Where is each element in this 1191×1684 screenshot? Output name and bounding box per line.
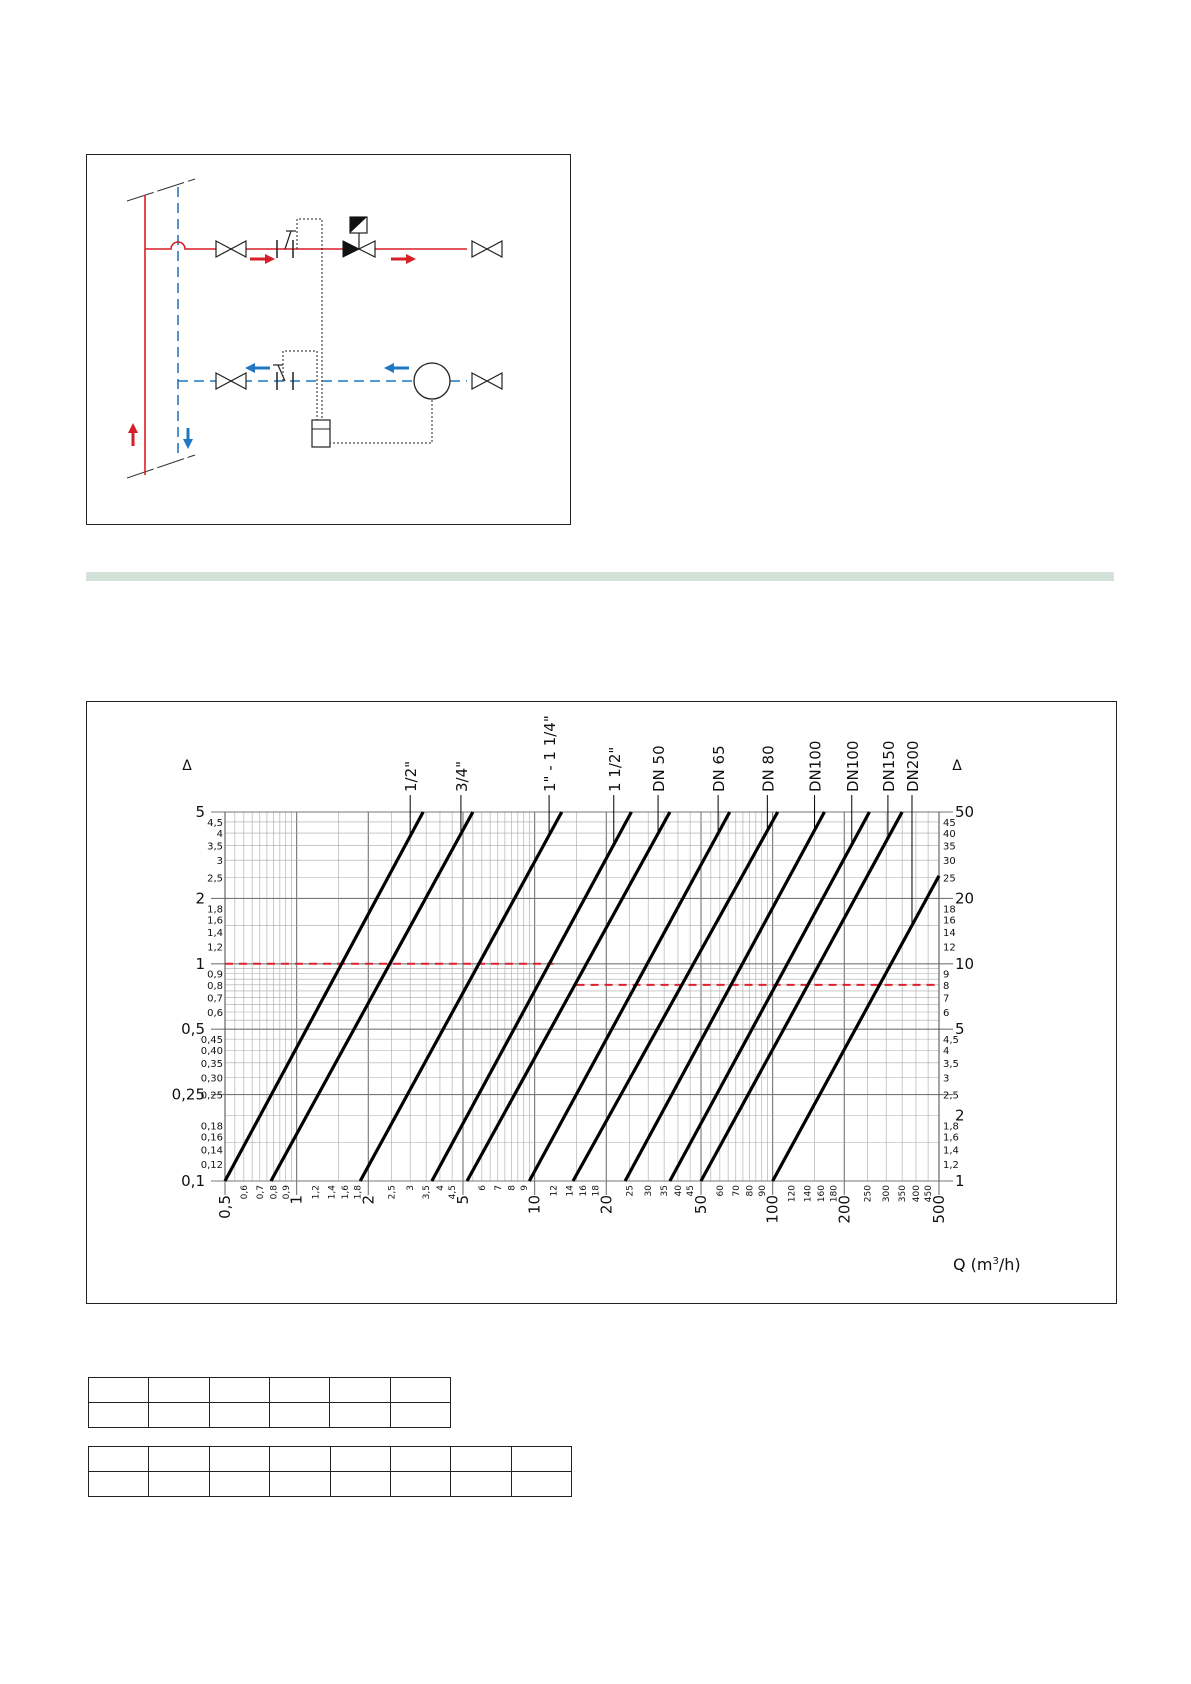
series-label: 3/4" (452, 760, 471, 792)
left-axis-tick-label: 0,18 (200, 1121, 223, 1133)
table-cell (511, 1472, 571, 1497)
x-axis-tick-label: 0,7 (255, 1185, 266, 1200)
flow-arrow-icon (183, 428, 193, 449)
x-axis-tick-label: 16 (579, 1185, 590, 1197)
x-axis-tick-label: 1,4 (327, 1185, 338, 1200)
table-cell (149, 1378, 209, 1403)
series-label: DN100 (806, 740, 825, 792)
series-label: DN150 (879, 740, 898, 792)
left-axis-tick-label: 0,16 (200, 1132, 223, 1144)
series-line (773, 876, 939, 1181)
shutoff-valve-icon (216, 241, 246, 257)
x-axis-tick-label: 500 (930, 1195, 948, 1224)
table-cell (451, 1447, 511, 1472)
series-label: DN 65 (710, 745, 729, 792)
right-axis-tick-label: 20 (955, 889, 975, 908)
left-axis-tick-label: 0,12 (200, 1159, 223, 1171)
series-label: DN200 (903, 740, 922, 792)
x-axis-tick-label: 10 (525, 1195, 544, 1215)
series-line (573, 812, 778, 1181)
table-cell (270, 1472, 330, 1497)
x-axis-tick-label: 2 (359, 1195, 378, 1205)
right-axis-tick-label: 4,5 (943, 1035, 959, 1047)
left-axis-tick-label: 4 (216, 829, 223, 841)
left-axis-tick-label: 0,25 (200, 1090, 223, 1102)
left-axis-tick-label: 0,30 (200, 1073, 223, 1085)
flow-arrow-icon (128, 423, 138, 446)
pipe-cut-top (127, 179, 195, 201)
pump-icon (414, 363, 450, 399)
x-axis-tick-label: 160 (817, 1185, 828, 1203)
left-axis-tick-label: 2 (195, 889, 205, 908)
left-axis-tick-label: 5 (195, 803, 205, 821)
left-axis-tick-label: 0,35 (200, 1058, 223, 1070)
table-cell (89, 1447, 149, 1472)
left-axis-tick-label: 1 (195, 954, 205, 973)
left-axis-tick-label: 1,8 (207, 904, 223, 916)
left-axis-tick-label: 0,14 (200, 1145, 223, 1157)
section-divider (86, 572, 1114, 581)
left-axis-tick-label: 4,5 (207, 817, 223, 829)
right-axis-tick-label: 1,8 (943, 1121, 959, 1133)
hydraulic-schema-frame (86, 154, 571, 525)
x-axis-tick-label: 6 (477, 1185, 488, 1191)
x-axis-tick-label: 12 (549, 1185, 560, 1197)
x-axis-tick-label: 5 (454, 1195, 472, 1205)
left-axis-tick-label: 2,5 (207, 873, 223, 885)
table-row (89, 1378, 451, 1403)
left-axis-symbol: Δ (182, 758, 192, 774)
x-axis-tick-label: 1 (287, 1195, 306, 1205)
left-axis-tick-label: 1,4 (207, 928, 223, 940)
x-axis-tick-label: 120 (787, 1185, 798, 1203)
table-cell (209, 1447, 269, 1472)
x-axis-tick-label: 100 (763, 1195, 782, 1224)
right-axis-tick-label: 6 (943, 1007, 950, 1019)
left-axis-tick-label: 0,8 (207, 980, 223, 992)
x-axis-tick-label: 350 (898, 1185, 909, 1203)
flow-arrow-icon (245, 363, 270, 373)
table-cell (269, 1403, 329, 1428)
data-table-1 (88, 1377, 451, 1428)
x-axis-tick-label: 20 (597, 1195, 616, 1215)
data-table-2 (88, 1446, 572, 1497)
series-label: DN100 (843, 740, 862, 792)
x-axis-tick-label: 80 (745, 1185, 756, 1197)
left-axis-tick-label: 0,9 (207, 969, 223, 981)
series-label: DN 50 (650, 745, 669, 792)
right-axis-tick-label: 30 (943, 856, 956, 868)
x-axis-tick-label: 7 (493, 1185, 504, 1191)
right-axis-tick-label: 5 (955, 1020, 965, 1039)
right-axis-tick-label: 1 (955, 1172, 965, 1190)
x-axis-tick-label: 0,9 (281, 1185, 292, 1200)
right-axis-tick-label: 35 (943, 841, 956, 853)
right-axis-tick-label: 1,6 (943, 1132, 959, 1144)
x-axis-tick-label: 60 (715, 1185, 726, 1197)
table-row (89, 1472, 572, 1497)
series-lines (225, 795, 939, 1181)
x-axis-tick-label: 70 (731, 1185, 742, 1197)
right-axis-tick-label: 14 (943, 928, 956, 940)
table-cell (89, 1403, 149, 1428)
chart-grid (211, 812, 953, 1195)
table-cell (390, 1447, 450, 1472)
pressure-drop-chart-frame (86, 701, 1117, 1304)
flow-arrow-icon (384, 363, 409, 373)
table-cell (330, 1403, 390, 1428)
right-axis-tick-label: 12 (943, 942, 956, 954)
right-axis-tick-label: 4 (943, 1046, 950, 1058)
right-axis-tick-label: 45 (943, 817, 956, 829)
left-axis-tick-label: 3 (216, 856, 223, 868)
x-axis-tick-label: 25 (625, 1185, 636, 1197)
x-axis-tick-label: 50 (692, 1195, 710, 1215)
shutoff-valve-icon (216, 373, 246, 389)
right-axis-tick-label: 1,2 (943, 1159, 959, 1171)
table-cell (209, 1403, 269, 1428)
series-line (625, 812, 824, 1181)
left-axis-tick-label: 1,6 (207, 915, 223, 927)
x-axis-tick-label: 1,6 (341, 1185, 352, 1200)
x-axis-tick-label: 450 (924, 1185, 935, 1203)
series-label: 1" - 1 1/4" (541, 715, 560, 792)
right-axis-tick-label: 2 (955, 1106, 965, 1125)
pipe-cut-bottom (127, 455, 195, 478)
shutoff-valve-icon (472, 241, 502, 257)
table-cell (330, 1447, 390, 1472)
x-axis-tick-label: 45 (686, 1185, 697, 1197)
table-row (89, 1403, 451, 1428)
right-axis-tick-label: 50 (955, 803, 975, 821)
series-label: 1 1/2" (605, 746, 624, 792)
right-axis-tick-label: 16 (943, 915, 956, 927)
x-axis-tick-label: 4,5 (448, 1185, 459, 1200)
table-cell (269, 1378, 329, 1403)
supply-line (145, 242, 467, 249)
table-cell (390, 1472, 450, 1497)
right-axis-tick-label: 18 (943, 904, 956, 916)
table-cell (89, 1378, 149, 1403)
hydraulic-schema (87, 155, 572, 526)
x-axis-tick-label: 14 (565, 1185, 576, 1197)
left-axis-tick-label: 0,25 (171, 1085, 205, 1104)
impulse-line (330, 400, 432, 443)
x-axis-tick-label: 0,8 (269, 1185, 280, 1200)
right-axis-tick-label: 2,5 (943, 1090, 959, 1102)
x-axis-tick-label: 1,8 (353, 1185, 364, 1200)
right-axis-tick-label: 40 (943, 829, 956, 841)
x-axis-tick-label: 140 (803, 1185, 814, 1203)
right-axis-tick-label: 10 (955, 954, 975, 973)
left-axis-tick-label: 3,5 (207, 841, 223, 853)
x-axis-tick-label: 18 (591, 1185, 602, 1197)
table-cell (149, 1403, 209, 1428)
x-axis-tick-label: 8 (507, 1185, 518, 1191)
x-axis-tick-label: 2,5 (387, 1185, 398, 1200)
left-axis-tick-label: 1,2 (207, 942, 223, 954)
x-axis-tick-label: 3 (406, 1185, 417, 1191)
right-axis-tick-label: 7 (943, 993, 950, 1005)
table-cell (149, 1447, 209, 1472)
left-axis-tick-label: 0,45 (200, 1035, 223, 1047)
series-label: 1/2" (402, 760, 421, 792)
impulse-line (283, 351, 317, 420)
x-axis-tick-label: 3,5 (422, 1185, 433, 1200)
left-axis-tick-label: 0,6 (207, 1007, 223, 1019)
right-axis-tick-label: 3,5 (943, 1058, 959, 1070)
x-axis-tick-label: 9 (519, 1185, 530, 1191)
x-axis-tick-label: 40 (673, 1185, 684, 1197)
flow-arrow-icon (250, 254, 275, 264)
right-axis-tick-label: 9 (943, 969, 950, 981)
x-axis-tick-label: 1,2 (311, 1185, 322, 1200)
table-cell (270, 1447, 330, 1472)
x-axis-tick-label: 90 (757, 1185, 768, 1197)
table-cell (330, 1378, 390, 1403)
table-cell (390, 1378, 450, 1403)
x-axis-label: Q $(m^3/h)$ (953, 1255, 1021, 1274)
shutoff-valve-icon (472, 373, 502, 389)
flow-arrow-icon (391, 254, 416, 264)
left-axis-tick-label: 0,7 (207, 993, 223, 1005)
x-axis-tick-label: 250 (863, 1185, 874, 1203)
right-axis-tick-label: 3 (943, 1073, 950, 1085)
x-axis-tick-label: 35 (660, 1185, 671, 1197)
table-cell (209, 1378, 269, 1403)
x-axis-tick-label: 0,6 (239, 1185, 250, 1200)
chart-labels (172, 715, 975, 1223)
x-axis-tick-label: 30 (644, 1185, 655, 1197)
series-line (225, 812, 423, 1181)
table-cell (451, 1472, 511, 1497)
right-axis-tick-label: 1,4 (943, 1145, 959, 1157)
table-cell (149, 1472, 209, 1497)
x-axis-tick-label: 300 (882, 1185, 893, 1203)
right-axis-symbol: Δ (952, 758, 962, 774)
table-cell (330, 1472, 390, 1497)
table-cell (511, 1447, 571, 1472)
motorized-3-way-valve-icon (343, 217, 375, 257)
series-label: DN 80 (759, 745, 778, 792)
table-cell (209, 1472, 269, 1497)
left-axis-tick-label: 0,5 (181, 1020, 205, 1039)
balancing-valve-icon (277, 231, 296, 258)
x-axis-tick-label: 180 (829, 1185, 840, 1203)
table-cell (89, 1472, 149, 1497)
x-axis-tick-label: 4 (435, 1185, 446, 1191)
right-axis-tick-label: 8 (943, 980, 950, 992)
table-cell (390, 1403, 450, 1428)
controller-icon (312, 420, 330, 447)
right-axis-tick-label: 25 (943, 873, 956, 885)
table-row (89, 1447, 572, 1472)
x-axis-tick-label: 0,5 (216, 1195, 234, 1219)
left-axis-tick-label: 0,40 (200, 1046, 223, 1058)
series-line (271, 812, 473, 1181)
left-axis-tick-label: 0,1 (181, 1172, 205, 1190)
x-axis-tick-label: 400 (911, 1185, 922, 1203)
x-axis-tick-label: 200 (835, 1195, 854, 1224)
pressure-drop-chart (87, 702, 1118, 1305)
series-line (467, 812, 670, 1181)
